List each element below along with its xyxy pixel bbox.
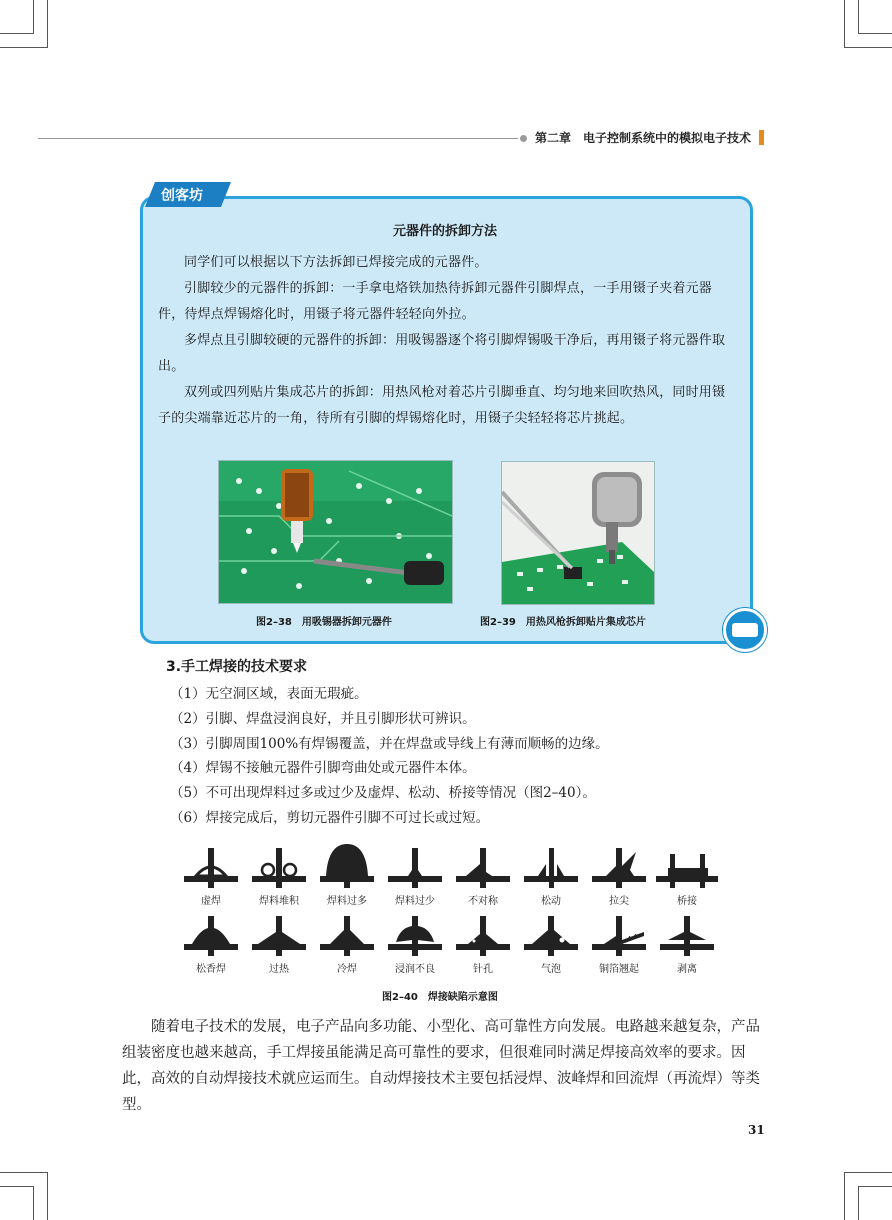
body-text — [122, 1014, 770, 1118]
crop-mark — [858, 1186, 892, 1187]
defect-label: 松香焊 — [196, 964, 226, 975]
header-accent-bar — [759, 130, 764, 145]
crop-mark — [858, 1186, 859, 1220]
paragraph: 同学们可以根据以下方法拆卸已焊接完成的元器件。 — [184, 255, 488, 270]
header-dot — [520, 135, 527, 142]
defect-label: 铜箔翘起 — [599, 964, 639, 975]
list-item: （4）焊锡不接触元器件引脚弯曲处或元器件本体。 — [170, 760, 476, 777]
crop-mark — [33, 1186, 34, 1220]
chapter-header: 第二章 电子控制系统中的模拟电子技术 — [535, 131, 752, 145]
crop-mark — [0, 47, 48, 48]
figure-caption: 图2–39 用热风枪拆卸贴片集成芯片 — [480, 617, 646, 628]
crop-mark — [844, 1172, 892, 1173]
maker-box-text — [158, 250, 736, 432]
solder-defects-diagram — [178, 842, 718, 977]
maker-box-tab-label: 创客坊 — [161, 188, 203, 204]
paragraph: 随着电子技术的发展，电子产品向多功能、小型化、高可靠性方向发展。电路越来越复杂，产品组装密度也越来越高，手工焊接虽能满足高可靠性的要求，但很难同时满足焊接高效率的要求。因此，高效的自动焊接技术就应运而生。自动焊接技术主要包括浸焊、波峰焊和回流焊（再流焊）等类型。 — [122, 1019, 760, 1113]
crop-mark — [0, 33, 34, 34]
list-item: （2）引脚、焊盘浸润良好，并且引脚形状可辨识。 — [170, 710, 476, 727]
crop-mark — [0, 1172, 48, 1173]
list-item: （6）焊接完成后，剪切元器件引脚不可过长或过短。 — [170, 809, 490, 826]
defect-label: 焊料堆积 — [259, 896, 299, 907]
defect-label: 焊料过少 — [395, 896, 435, 907]
crop-mark — [47, 0, 48, 48]
maker-badge-icon — [723, 608, 767, 652]
header-rule — [38, 138, 518, 139]
crop-mark — [0, 1186, 34, 1187]
paragraph: 多焊点且引脚较硬的元器件的拆卸：用吸锡器逐个将引脚焊锡吸干净后，再用镊子将元器件取出。 — [158, 333, 726, 374]
section-title: 3.手工焊接的技术要求 — [166, 659, 308, 675]
crop-mark — [844, 47, 892, 48]
list-item: （1）无空洞区域，表面无瑕疵。 — [170, 686, 368, 702]
figure-caption: 图2–40 焊接缺陷示意图 — [382, 992, 498, 1003]
page-number: 31 — [748, 1123, 765, 1137]
defect-label: 松动 — [541, 896, 561, 907]
paragraph: 双列或四列贴片集成芯片的拆卸：用热风枪对着芯片引脚垂直、均匀地来回吹热风，同时用镊子的尖端靠近芯片的一角，待所有引脚的焊锡熔化时，用镊子尖轻轻将芯片挑起。 — [158, 385, 726, 426]
crop-mark — [858, 33, 892, 34]
defect-label: 不对称 — [468, 896, 498, 907]
desoldering-pump-photo — [218, 460, 453, 604]
defect-label: 桥接 — [677, 896, 697, 907]
defect-label: 焊料过多 — [327, 896, 367, 907]
defect-label: 针孔 — [473, 964, 493, 975]
figure-caption: 图2–38 用吸锡器拆卸元器件 — [256, 617, 392, 628]
crop-mark — [47, 1172, 48, 1220]
requirements-list — [170, 682, 609, 831]
defect-label: 剥离 — [677, 964, 697, 975]
crop-mark — [858, 0, 859, 34]
defect-label: 虚焊 — [201, 896, 221, 907]
crop-mark — [844, 0, 845, 48]
crop-mark — [844, 1172, 845, 1220]
list-item: （5）不可出现焊料过多或过少及虚焊、松动、桥接等情况（图2–40）。 — [170, 785, 596, 802]
list-item: （3）引脚周围100%有焊锡覆盖，并在焊盘或导线上有薄而顺畅的边缘。 — [170, 735, 609, 752]
paragraph: 引脚较少的元器件的拆卸：一手拿电烙铁加热待拆卸元器件引脚焊点，一手用镊子夹着元器件，待焊点焊锡熔化时，用镊子将元器件轻轻向外拉。 — [158, 281, 713, 322]
defect-label: 气泡 — [541, 964, 561, 975]
defect-label: 拉尖 — [609, 896, 629, 907]
hot-air-gun-photo — [501, 461, 655, 605]
defect-label: 冷焊 — [337, 964, 357, 975]
maker-box-title: 元器件的拆卸方法 — [392, 224, 497, 239]
crop-mark — [33, 0, 34, 34]
defect-label: 过热 — [269, 964, 289, 975]
defect-label: 浸润不良 — [395, 964, 435, 975]
